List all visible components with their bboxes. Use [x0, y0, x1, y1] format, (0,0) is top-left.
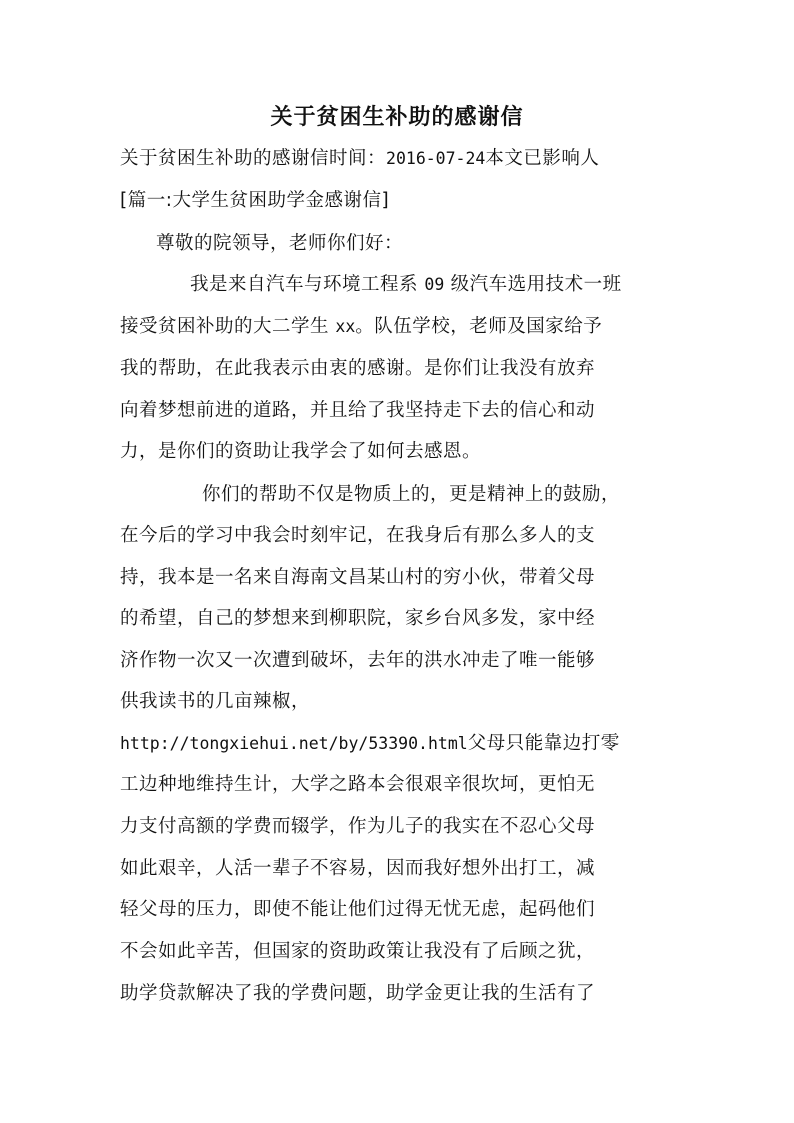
paragraph-line-5: 力，是你们的资助让我学会了如何去感恩。 — [120, 441, 482, 462]
meta-prefix: 关于贫困生补助的感谢信时间： — [120, 148, 387, 169]
paragraph-line-6: 你们的帮助不仅是物质上的，更是精神上的鼓励， — [202, 484, 621, 505]
paragraph-line-16: 轻父母的压力，即使不能让他们过得无忧无虑，起码他们 — [120, 899, 596, 920]
page-title: 关于贫困生补助的感谢信 — [270, 104, 524, 130]
source-url: http://tongxiehui.net/by/53390.html — [120, 734, 468, 753]
salutation: 尊敬的院领导，老师你们好： — [156, 233, 404, 254]
paragraph-line-15: 如此艰辛，人活一辈子不容易，因而我好想外出打工，减 — [120, 858, 596, 879]
paragraph-line-7: 在今后的学习中我会时刻牢记，在我身后有那么多人的支 — [120, 525, 596, 546]
meta-line — [120, 147, 599, 171]
paragraph-line-10: 济作物一次又一次遭到破坏，去年的洪水冲走了唯一能够 — [120, 650, 596, 671]
meta-date: 2016-07-24 — [386, 149, 486, 168]
meta-suffix: 本文已影响人 — [485, 148, 600, 169]
paragraph-line-1: 我是来自汽车与环境工程系 09 级汽车选用技术一班 — [190, 274, 622, 295]
paragraph-line-3: 我的帮助，在此我表示由衷的感谢。是你们让我没有放弃 — [120, 358, 596, 379]
section-header: [篇一:大学生贫困助学金感谢信] — [120, 190, 390, 211]
paragraph-line-12: http://tongxiehui.net/by/53390.html父母只能靠边打零 — [120, 733, 620, 754]
paragraph-line-14: 力支付高额的学费而辍学，作为儿子的我实在不忍心父母 — [120, 816, 596, 837]
paragraph-line-4: 向着梦想前进的道路，并且给了我坚持走下去的信心和动 — [120, 400, 596, 421]
paragraph-line-11: 供我读书的几亩辣椒， — [120, 691, 311, 712]
paragraph-line-18: 助学贷款解决了我的学费问题，助学金更让我的生活有了 — [120, 983, 596, 1004]
paragraph-line-17: 不会如此辛苦，但国家的资助政策让我没有了后顾之犹， — [120, 941, 596, 962]
paragraph-line-9: 的希望，自己的梦想来到柳职院，家乡台风多发，家中经 — [120, 608, 596, 629]
paragraph-line-13: 工边种地维持生计，大学之路本会很艰辛很坎坷，更怕无 — [120, 774, 596, 795]
paragraph-line-8: 持，我本是一名来自海南文昌某山村的穷小伙，带着父母 — [120, 567, 596, 588]
paragraph-line-2: 接受贫困补助的大二学生 xx。队伍学校，老师及国家给予 — [120, 316, 603, 337]
